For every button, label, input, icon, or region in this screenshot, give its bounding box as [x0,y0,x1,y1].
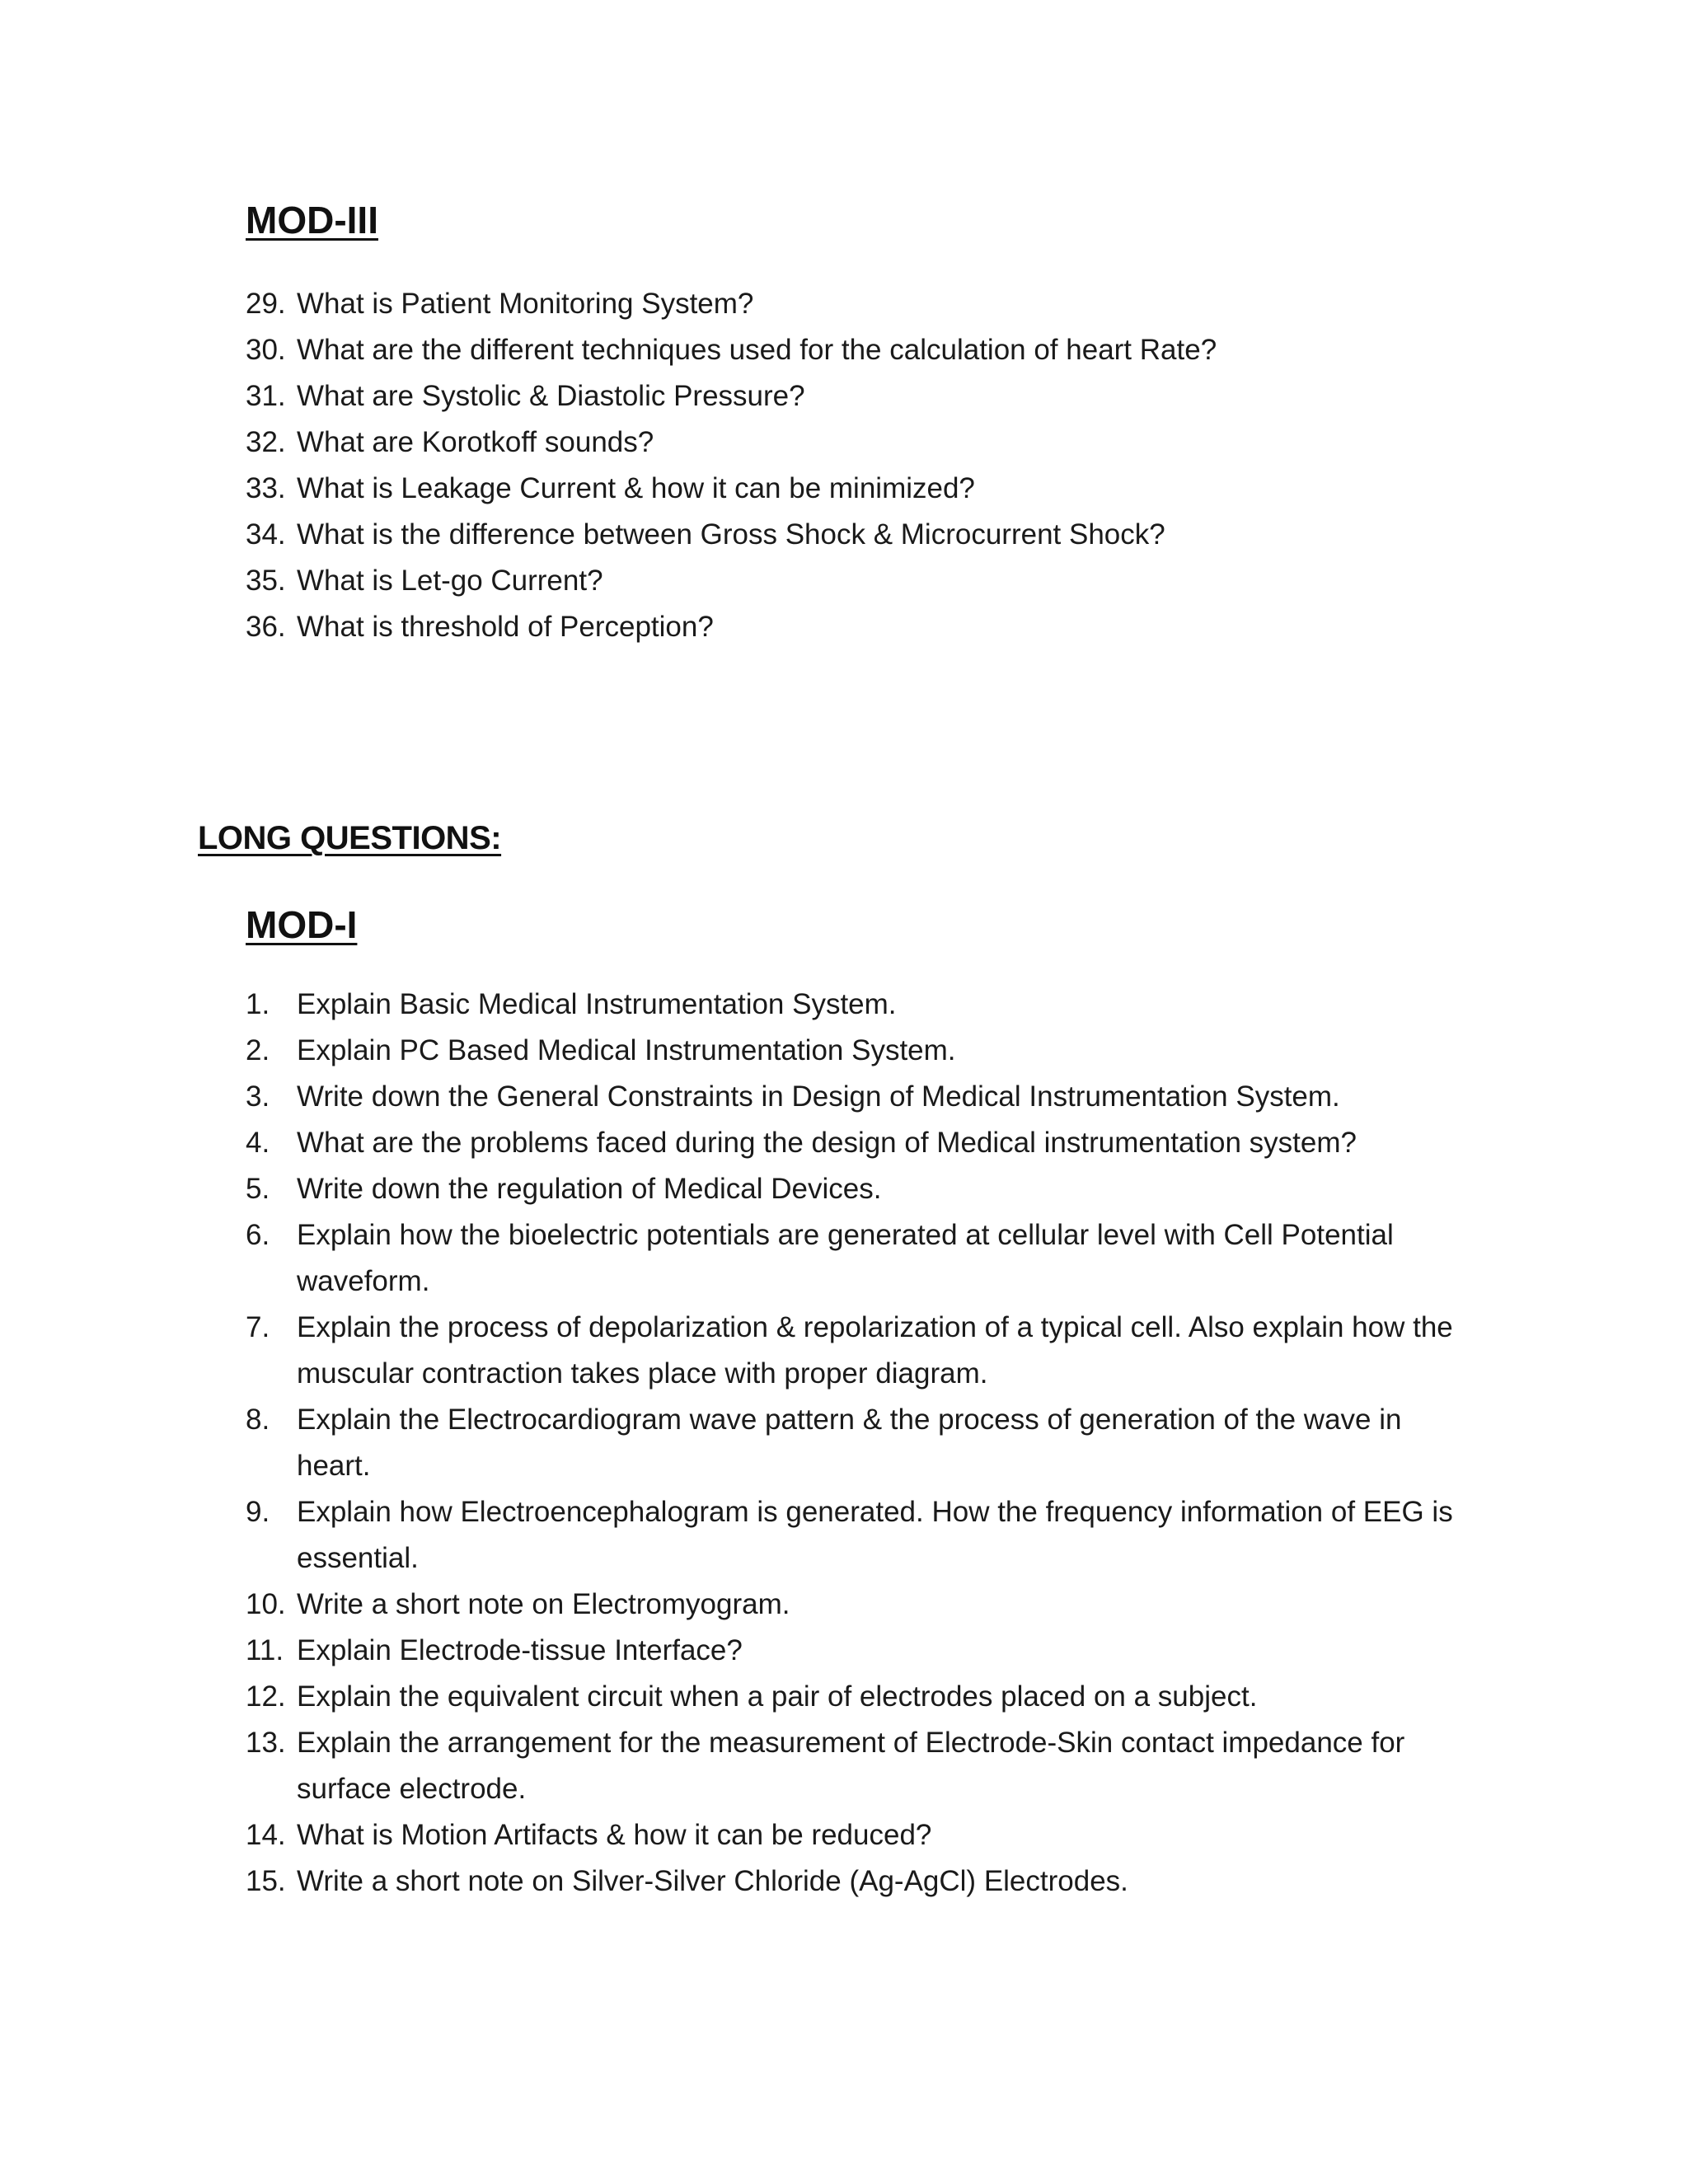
question-number: 9. [246,1496,270,1528]
question-item [246,1028,1482,1074]
question-text: Write a short note on Electromyogram. [297,1588,790,1620]
question-text: Explain the process of depolarization & repolarization of a typical cell. Also explain how the muscular contraction takes place with proper diagram. [297,1311,1453,1390]
question-text: What are Systolic & Diastolic Pressure? [297,380,805,412]
mod3-heading: MOD-III [246,199,378,241]
question-item [246,604,1482,650]
question-number: 6. [246,1219,270,1251]
question-item [246,512,1482,558]
question-text: What is Motion Artifacts & how it can be reduced? [297,1819,932,1851]
question-item [246,1074,1482,1120]
question-number: 30. [246,334,286,366]
question-number: 34. [246,518,286,551]
question-text: What is Let-go Current? [297,565,603,597]
question-item [246,373,1482,419]
question-text: Write down the General Constraints in Design of Medical Instrumentation System. [297,1080,1340,1113]
question-number: 15. [246,1865,286,1897]
question-text: Explain how the bioelectric potentials are generated at cellular level with Cell Potential waveform. [297,1219,1394,1297]
question-number: 29. [246,288,286,320]
mod3-question-list [246,281,1482,650]
question-item [246,1858,1482,1905]
question-text: What are the problems faced during the design of Medical instrumentation system? [297,1127,1357,1159]
question-text: Explain PC Based Medical Instrumentation System. [297,1034,956,1066]
question-item [246,1305,1482,1397]
question-text: Write a short note on Silver-Silver Chloride (Ag-AgCl) Electrodes. [297,1865,1128,1897]
question-number: 1. [246,988,270,1020]
question-item [246,466,1482,512]
question-number: 2. [246,1034,270,1066]
question-item [246,1674,1482,1720]
question-text: Explain the arrangement for the measurement of Electrode-Skin contact impedance for surface electrode. [297,1727,1405,1805]
question-item [246,1120,1482,1166]
question-number: 7. [246,1311,270,1343]
question-text: Explain the Electrocardiogram wave pattern & the process of generation of the wave in heart. [297,1404,1402,1482]
question-number: 35. [246,565,286,597]
question-text: Explain the equivalent circuit when a pair of electrodes placed on a subject. [297,1680,1258,1713]
question-text: What is the difference between Gross Shock & Microcurrent Shock? [297,518,1165,551]
question-item [246,327,1482,373]
question-item [246,1489,1482,1582]
question-item [246,1166,1482,1212]
question-item [246,1720,1482,1812]
question-item [246,419,1482,466]
question-item [246,558,1482,604]
question-text: What are Korotkoff sounds? [297,426,654,458]
question-text: What is threshold of Perception? [297,611,714,643]
question-number: 8. [246,1404,270,1436]
question-number: 4. [246,1127,270,1159]
question-item [246,1397,1482,1489]
question-number: 12. [246,1680,286,1713]
question-text: What are the different techniques used for the calculation of heart Rate? [297,334,1217,366]
question-number: 31. [246,380,286,412]
question-text: What is Leakage Current & how it can be minimized? [297,472,975,504]
question-number: 33. [246,472,286,504]
mod1-question-list [246,982,1482,1905]
question-number: 13. [246,1727,286,1759]
question-number: 11. [246,1634,284,1666]
question-text: Explain Electrode-tissue Interface? [297,1634,743,1666]
question-item [246,1582,1482,1628]
question-item [246,982,1482,1028]
question-item [246,1812,1482,1858]
question-item [246,1212,1482,1305]
question-number: 36. [246,611,286,643]
question-number: 5. [246,1173,270,1205]
question-number: 14. [246,1819,286,1851]
question-number: 10. [246,1588,286,1620]
question-text: Explain Basic Medical Instrumentation System. [297,988,897,1020]
question-text: Write down the regulation of Medical Devices. [297,1173,882,1205]
question-text: Explain how Electroencephalogram is generated. How the frequency information of EEG is essential. [297,1496,1453,1574]
question-number: 3. [246,1080,270,1113]
long-questions-heading: LONG QUESTIONS: [198,820,502,856]
question-text: What is Patient Monitoring System? [297,288,754,320]
mod1-heading: MOD-I [246,903,358,946]
question-number: 32. [246,426,286,458]
question-item [246,1628,1482,1674]
question-item [246,281,1482,327]
